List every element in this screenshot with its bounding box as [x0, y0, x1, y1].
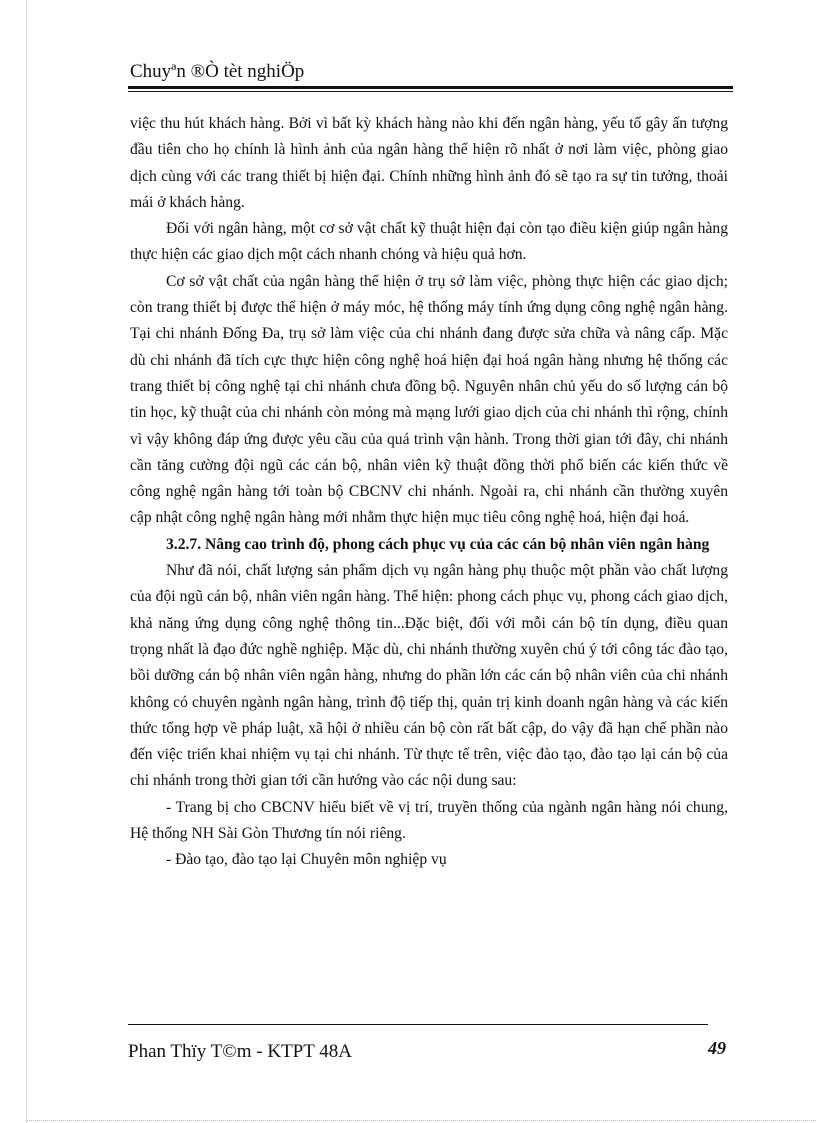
footer-rule: [128, 1024, 708, 1025]
section-heading: 3.2.7. Nâng cao trình độ, phong cách phục vụ của các cán bộ nhân viên ngân hàng: [166, 535, 710, 553]
bullet-item: - Trang bị cho CBCNV hiểu biết về vị trí, truyền thống của ngành ngân hàng nói chung, Hệ thống NH Sài Gòn Thương tín nói riêng.: [130, 798, 728, 843]
page-border-bottom: [26, 1120, 816, 1121]
page-border-left: [26, 0, 27, 1123]
header-title: Chuyªn ®Ò tèt nghiÖp: [130, 61, 305, 82]
document-body: [130, 111, 728, 874]
header-rule: [128, 86, 733, 92]
paragraph: Đối với ngân hàng, một cơ sở vật chất kỹ thuật hiện đại còn tạo điều kiện giúp ngân hàng thực hiện các giao dịch một cách nhanh chóng và hiệu quả hơn.: [130, 220, 728, 264]
paragraph: Cơ sở vật chất của ngân hàng thể hiện ở trụ sở làm việc, phòng thực hiện các giao dịch; còn trang thiết bị được thể hiện ở máy móc, hệ thống máy tính ứng dụng công nghệ ngân hàng. Tại chi nhánh Đống Đa, trụ sở làm việc của chi nhánh đang được sửa chữa và nâng cấp. Mặc dù chi nhánh đã tích cực thực hiện công nghệ hoá hiện đại hoá ngân hàng nhưng hệ thống các trang thiết bị công nghệ tại chi nhánh chưa đồng bộ. Nguyên nhân chủ yếu do số lượng cán bộ tin học, kỹ thuật của chi nhánh còn mỏng mà mạng lưới giao dịch của chi nhánh thì rộng, chính vì vậy không đáp ứng được yêu cầu của quá trình vận hành. Trong thời gian tới đây, chi nhánh cần tăng cường đội ngũ các cán bộ, nhân viên kỹ thuật đồng thời phổ biến các kiến thức về công nghệ ngân hàng tới toàn bộ CBCNV chi nhánh. Ngoài ra, chi nhánh cần thường xuyên cập nhật công nghệ ngân hàng mới nhằm thực hiện mục tiêu công nghệ hoá, hiện đại hoá.: [130, 272, 728, 527]
paragraph: Như đã nói, chất lượng sản phẩm dịch vụ ngân hàng phụ thuộc một phần vào chất lượng của đội ngũ cán bộ, nhân viên ngân hàng. Thể hiện: phong cách phục vụ, phong cách giao dịch, khả năng ứng dụng công nghệ thông tin...Đặc biệt, đối với mỗi cán bộ tín dụng, điều quan trọng nhất là đạo đức nghề nghiệp. Mặc dù, chi nhánh thường xuyên chú ý tới công tác đào tạo, bồi dưỡng cán bộ nhân viên ngân hàng, nhưng do phần lớn các cán bộ nhân viên của chi nhánh không có chuyên ngành ngân hàng, trình độ tiếp thị, quản trị kinh doanh ngân hàng và các kiến thức tổng hợp về pháp luật, xã hội ở nhiều cán bộ còn rất bất cập, do vậy đã hạn chế phần nào đến việc triển khai nhiệm vụ tại chi nhánh. Từ thực tế trên, việc đào tạo, đào tạo lại cán bộ của chi nhánh trong thời gian tới cần hướng vào các nội dung sau:: [130, 562, 728, 790]
footer-author: Phan Thïy T©m - KTPT 48A: [128, 1041, 352, 1062]
page-header: [128, 60, 733, 92]
paragraph: việc thu hút khách hàng. Bởi vì bất kỳ khách hàng nào khi đến ngân hàng, yếu tố gây ấn tượng đầu tiên cho họ chính là hình ảnh của ngân hàng thể hiện rõ nhất ở nơi làm việc, phòng giao dịch cùng với các trang thiết bị hiện đại. Chính những hình ảnh đó sẽ tạo ra sự tin tưởng, thoải mái ở khách hàng.: [130, 115, 728, 211]
page-number: 49: [708, 1038, 726, 1058]
bullet-item: - Đào tạo, đào tạo lại Chuyên môn nghiệp vụ: [166, 851, 447, 869]
